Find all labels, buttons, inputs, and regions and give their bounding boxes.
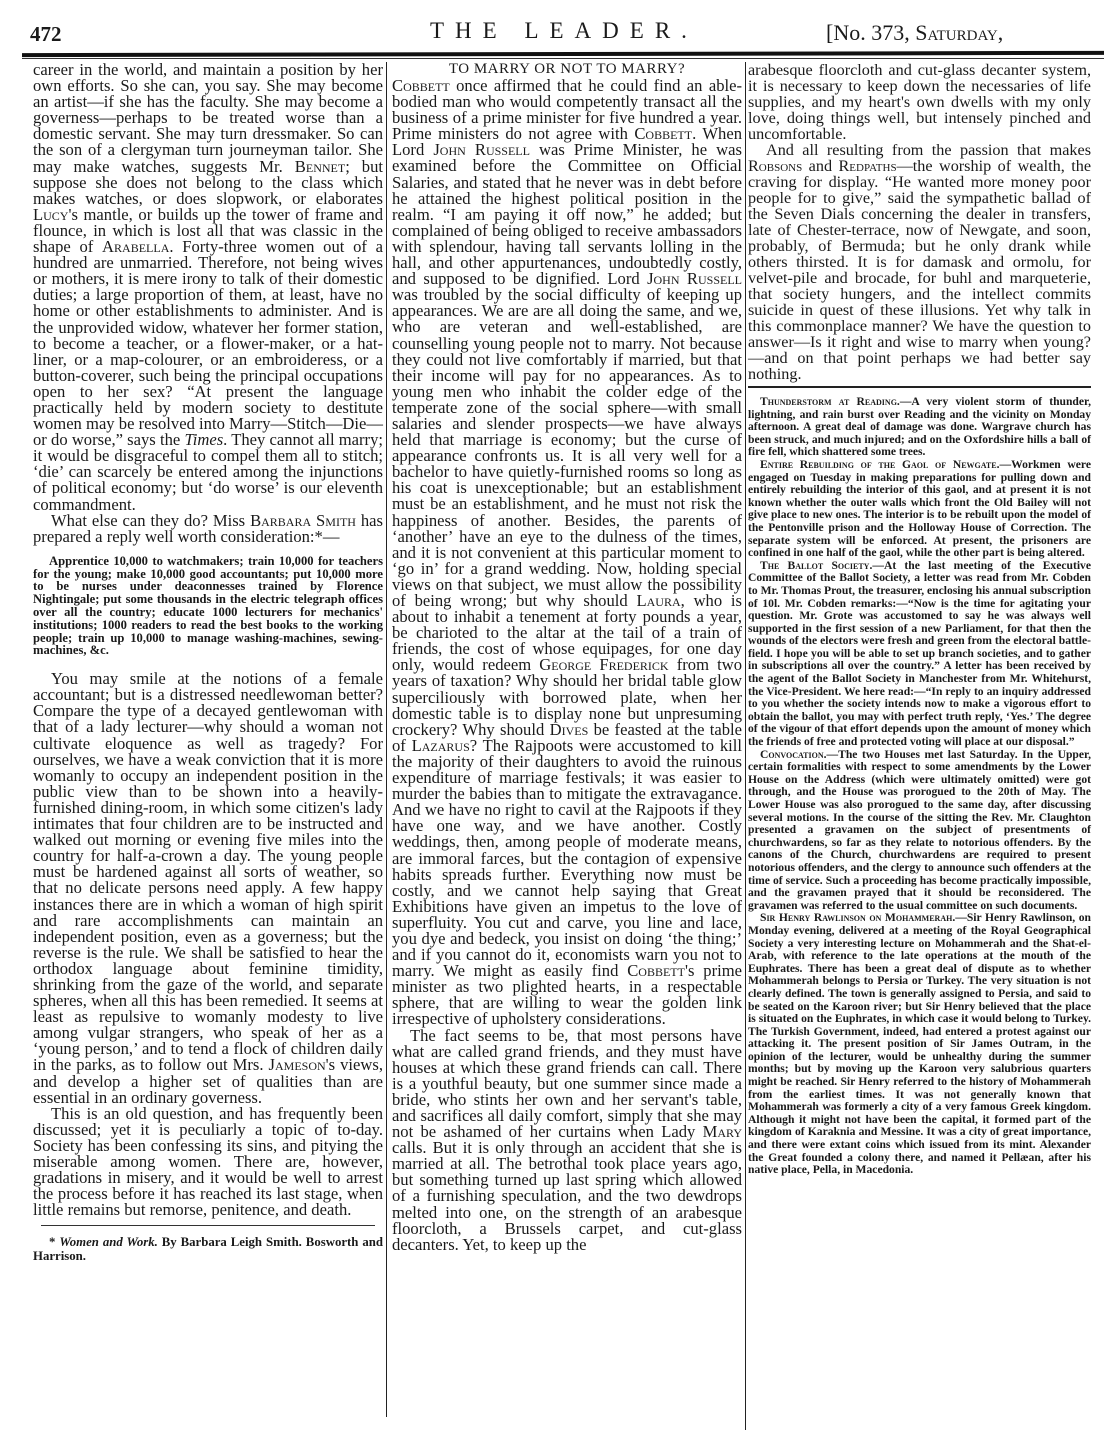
block-quote: Apprentice 10,000 to watchmakers; train 10,000 for teachers for the young; make 10,000 good accountants; put 10,000 more to be nurses under deaconnesses trained by Florence Nightingale; put some thousands in the electric telegraph offices over all the country; educate 1000 lecturers for mechanics' institutions; 1000 readers to read the best books to the working people; train up 10,000 to manage washing-machines, sewing-machines, &c.	[33, 553, 383, 658]
newspaper-title: THE LEADER.	[430, 18, 698, 43]
name-jameson: Jameson	[268, 1055, 326, 1075]
news-item-rawlinson: Sir Henry Rawlinson on Mohammerah.—Sir Henry Rawlinson, on Monday evening, delivered at a meeting of the Royal Geographical Society a very interesting lecture on Mohammerah and the Shat-el-Arab, with reference to the late operations at the mouth of the Euphrates. There has been a great deal of dispute as to whether Mohammerah belongs to Persia or Turkey. The very situation is not clearly defined. The town is generally assigned to Persia, and said to be seated on the Karoon river; but Sir Henry believed that the place is situated on the Euphrates, in which case it would belong to Turkey. The Turkish Government, indeed, had entered a protest against our attacking it. The present position of Sir James Outram, in the opinion of the lecturer, would be unhealthy during the summer months; but by moving up the Karoon very salubrious quarters might be reached. Sir Henry referred to the history of Mohammerah from the earliest times. It was not generally known that Mohammerah was formerly a city of a very famous Greek kingdom. Although it might not have been the capital, it formed part of the kingdom of Karaknia and Messine. It was a city of great importance, and there were extant coins which issued from its mint. Alexander the Great founded a colony there, and named it Pellæan, after his native place, Pella, in Macedonia.	[748, 911, 1091, 1177]
article-paragraph: The fact seems to be, that most persons have what are called grand friends, and they must have houses at which these grand friends can call. There is a youthful beauty, but one summer since made a bride, who stints her own and her servant's table, and sacrifices all daily comfort, simply that she may not be ashamed of her curtains when Lady Mary calls. But it is only through an accident that she is married at all. The betrothal took place years ago, but something turned up last spring which allowed of a furnishing speculation, and the two dewdrops melted into one, on the strength of an arabesque floorcloth, a Brussels carpet, and cut-glass decanters. Yet, to keep up the	[392, 1025, 742, 1254]
masthead-rule	[22, 51, 1104, 57]
section-divider	[748, 386, 1091, 388]
times-reference: Times	[184, 430, 224, 450]
news-item-convocation: Convocation.—The two Houses met last Saturday. In the Upper, certain formalities with respect to some amendments by the Lower House on the Address (which were ultimately omitted) were got through, and the House was prorogued to the 20th of May. The Lower House was also prorogued to the same day, after discussing several motions. In the course of the sitting the Rev. Mr. Claughton presented a gravamen on the subject of presentments of churchwardens, so far as they relate to notorious offenders. By the canons of the Church, churchwardens are required to present notorious offenders, and the clergy to announce such offenders at the time of service. Such a proceeding has become practically impossible, and the gravamen prayed that it should be reconsidered. The gravamen was referred to the usual committee on such documents.	[748, 747, 1091, 912]
column-divider-2	[745, 62, 746, 1430]
name-lucy: Lucy	[33, 204, 69, 224]
news-item-newgate: Entire Rebuilding of the Gaol of Newgate.—Workmen were engaged on Tuesday in making preparations for pulling down and entirely rebuilding the interior of this gaol, and at present it is not known whether the outer walls which front the Old Bailey will not give place to new ones. The interior is to be rebuilt upon the model of the Pentonville prison and the Holloway House of Correction. The separate system will be enforced. At present, the prisoners are confined in one half of the gaol, while the other part is being altered.	[748, 457, 1091, 560]
issue-number: [No. 373,	[826, 20, 916, 45]
name-arabella: Arabella	[102, 237, 170, 257]
masthead	[0, 0, 1104, 50]
column-1	[33, 62, 383, 1263]
article-paragraph: arabesque floorcloth and cut-glass decanter system, it is necessary to keep down the necessaries of life supplies, and my heart's own dwells with my only love, doing things well, but intensely pinched and uncomfortable.	[748, 61, 1091, 143]
masthead-rule-thin	[22, 58, 1104, 59]
article-paragraph: Cobbett once affirmed that he could find an able-bodied man who would competently transact all the business of a prime minister for five hundred a year. Prime ministers do not agree with Cobbett. When Lord John Russell was Prime Minister, he was examined before the Committee on Official Salaries, and stated that he never was in debt before he attained the highest political position in the realm. “I am paying it off now,” he added; but complained of being obliged to receive ambassadors with splendour, having tall servants lolling in the hall, and other appurtenances, undoubtedly costly, and supposed to be dignified. Lord John Russell was troubled by the social difficulty of keeping up appearances. We are are all doing the same, and we, who are veteran and well-established, are counselling young people not to marry. Not because they could not live comfortably if married, but that their income will pay for no appearances. As to young men who inhabit the colder edge of the temperate zone of the social sphere—with small salaries and slender prospects—we have always held that marriage is economy; but the curse of appearance confronts us. It is all very well for a bachelor to have quietly-furnished rooms so long as his coat is unexceptionable; but an establishment must be an establishment, and he must not risk the happiness of another. Besides, the parents of ‘another’ have an eye to the dulness of the times, and it is not convenient at this particular moment to ‘go in’ for a grand wedding. Now, holding special views on that subject, we must allow the possibility of being wrong; but why should Laura, who is about to inhabit a tenement at forty pounds a year, be charioted to the altar at the tail of a train of friends, the cost of whose equipages, for one day only, would redeem George Frederick from two years of taxation? Why should her bridal table glow superciliously with borrowed plate, when her domestic table is to display none but unpresuming crockery? Why should Dives be feasted at the table of Lazarus? The Rajpoots were accustomed to kill the majority of their daughters to avoid the ruinous expenditure of marriage festivals; it was easier to murder the babies than to mitigate the extravagance. And we have no right to cavil at the Rajpoots if they have one way, and we have another. Costly weddings, then, among people of moderate means, are immoral farces, but the contagion of expensive habits spreads further. Everything now must be costly, and we cannot help saying that Great Exhibitions have given an impetus to the love of superfluity. You cut and carve, you line and lace, you dye and bedeck, you insist on doing ‘the thing;’ and if you cannot do it, economists warn you not to marry. We might as easily find Cobbett's prime minister as two plighted hearts, in a respectable sphere, that are willing to wear the golden link irrespective of upholstery considerations.	[392, 76, 743, 1029]
article-paragraph: This is an old question, and has frequently been discussed; yet it is peculiarly a topic of to-day. Society has been confessing its sins, and pitying the miserable among women. There are, however, gradations in misery, and it would be well to arrest the process before it has reached its last stage, when little remains but remorse, penitence, and death.	[33, 1103, 383, 1220]
footnote-book-title: Women and Work.	[59, 1235, 158, 1250]
page-number: 472	[30, 22, 62, 46]
news-item-thunderstorm: Thunderstorm at Reading.—A very violent storm of thunder, lightning, and rain burst over Reading and the vicinity on Monday afternoon. A great deal of damage was done. Wargrave church has been struck, and much injured; and on the Oxfordshire hills a ball of fire fell, which shattered some trees.	[748, 395, 1092, 459]
article-paragraph: You may smile at the notions of a female accountant; but is a distressed needlewoman better? Compare the type of a decayed gentlewoman with that of a lady lecturer—why should a woman not cultivate eloquence as well as tragedy? For ourselves, we have a weak conviction that it is more womanly to occupy an independent position in the public view than to be shown into a heavily-furnished dining-room, in which some citizen's lady intimates that four children are to be instructed and walked out morning or evening five miles into the country for half-a-crown a day. The young people must be hardened against all sorts of weather, so that no delicate persons need apply. A few happy instances there are in which a woman of high spirit and rare accomplishments can maintain an independent position, even as a governess; but the reverse is the rule. We shall be satisfied to hear the orthodox language about feminine timidity, shrinking from the gaze of the world, and separate spheres, when all this has been remedied. It seems at least as repulsive to womanly modesty to live among vulgar strangers, who speak of her as a ‘young person,’ and to tend a flock of children daily in the parks, as to follow out Mrs. Jameson's views, and develop a higher set of qualities than are essential in an ordinary governess.	[33, 669, 383, 1107]
article-heading: TO MARRY OR NOT TO MARRY?	[448, 61, 686, 77]
article-paragraph: And all resulting from the passion that makes Robsons and Redpaths—the worship of wealth, the craving for display. “He wanted more money poor people for to give,” said the sympathetic ballad of the Seven Dials concerning the dealer in transfers, late of Chester-terrace, now of Newgate, and soon, probably, of Bermuda; but he only drank while others thirsted. It is for damask and ormolu, for velvet-pile and brocade, for buhl and marqueterie, that society hungers, and the intellect commits suicide in quest of these illusions. Yet why talk in this commonplace manner? We have the question to answer—Is it right and wise to marry when young?—and on that point perhaps we had better say nothing.	[748, 141, 1091, 383]
name-barbara-smith: Barbara Smith	[250, 510, 356, 530]
news-item-ballot-society: The Ballot Society.—At the last meeting of the Executive Committee of the Ballot Society, a letter was read from Mr. Cobden to Mr. Thomas Prout, the treasurer, enclosing his annual subscription of 10l. Mr. Cobden remarks:—“Now is the time for agitating your question. Mr. Grote was accustomed to say he was always well supported in the first session of a new Parliament, for that then the wounds of the electors were fresh and green from the electoral battle-field. I hope you will be able to set up branch societies, and to gather in subscriptions all over the country.” A letter has been received by the agent of the Ballot Society in Manchester from Mr. Whitehurst, the Vice-President. We here read:—“In reply to an inquiry addressed to you whether the society intends now to make a vigorous effort to obtain the ballot, you may with perfect truth reply, ‘Yes.’ The degree of the vigour of that effort depends upon the amount of money which the friends of free and protected voting will place at our disposal.”	[748, 558, 1091, 749]
footnote: * Women and Work. By Barbara Leigh Smith. Bosworth and Harrison.	[33, 1235, 383, 1264]
article-paragraph: What else can they do? Miss Barbara Smith has prepared a reply well worth consideration:*—	[33, 510, 383, 546]
issue-info	[826, 20, 1003, 46]
footnote-divider	[41, 1225, 375, 1226]
column-2	[392, 62, 742, 1253]
column-3	[748, 62, 1091, 1177]
article-paragraph: career in the world, and maintain a position by her own efforts. So she can, you say. She may become an artist—if she has the faculty. She may become a governess—perhaps to be treated worse than a domestic servant. She may turn dressmaker. So can the son of a clergyman turn journeyman tailor. She may make watches, suggests Mr. Bennet; but suppose she does not belong to the class which makes watches, or does slopwork, or elaborates Lucy's mantle, or builds up the tower of frame and flounce, in which is lost all that was classic in the shape of Arabella. Forty-three women out of a hundred are unmarried. Therefore, not being wives or mothers, it is mere irony to talk of their domestic duties; a large proportion of them, at least, have no home or other establishments to administer. And is the unprovided widow, whatever her former station, to become a teacher, or a flower-maker, or a hat-liner, or a map-colourer, or an embroideress, or a button-coverer, such being the principal occupations open to her sex? “At present the language practically held by modern society to destitute women may be resolved into Marry—Stitch—Die—or do worse,” says the Times. They cannot all marry; it would be disgraceful to compel them all to stitch; ‘die’ can scarcely be entered among the injunctions of political economy; but ‘do worse’ is our eleventh commandment.	[33, 60, 384, 514]
name-bennet: Bennet	[294, 156, 346, 176]
column-divider-1	[386, 62, 387, 1417]
issue-day: Saturday,	[915, 20, 1004, 45]
